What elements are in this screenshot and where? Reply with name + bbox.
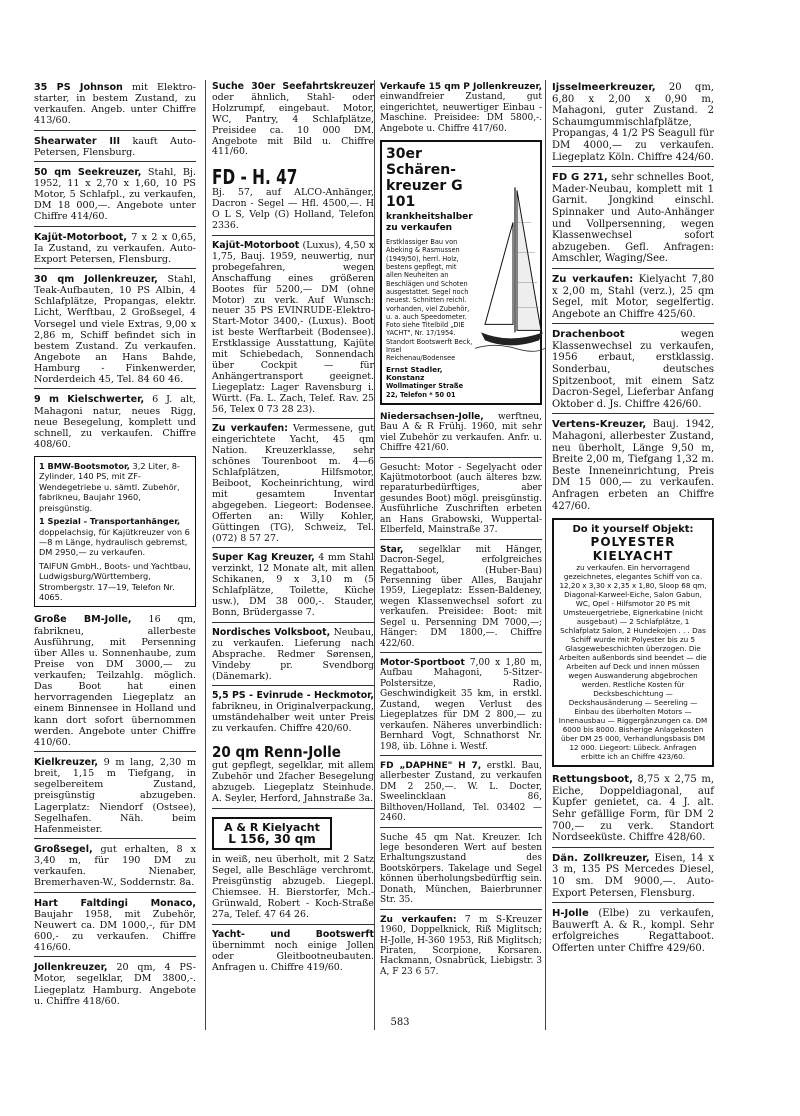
ad-text: 20 qm, 4 PS-Motor, segelklar, DM 3800,-. Liegeplatz Hamburg. Angebote u. Chiffre 418/60.: [34, 962, 196, 1007]
ad-subtitle: L 156, 30 qm: [228, 831, 316, 846]
classified-ad: [212, 80, 374, 161]
ad-text: 7 m S-Kreuzer 1960, Doppelknick, Riß Miglitsch; H-Jolle, H-360 1953, Riß Miglitsch; Piraten, Scorpione, Korsaren. Hackmann, Osnabrück, Liebigstr. 3 A, F 23 6 57.: [380, 914, 542, 977]
classified-ad: [552, 170, 714, 269]
ad-title: 20 qm Renn-Jolle: [212, 743, 341, 762]
ad-title: 30er Schären-kreuzer G 101: [386, 146, 463, 211]
ad-text: (Luxus), 4,50 x 1,75, Bauj. 1959, neuwertig, nur probegefahren, wegen Anschaffung eines größeren Bootes für 5200,— DM (ohne Motor) zu verk. Auf Wunsch: neuer 35 PS EVINRUDE-Elektro-Start-Motor 3400,- (Luxus). Boot ist beste Werftarbeit (Bodensee). Erstklassige Ausstattung, Kajüte mit Schiebedach, Sonnendach über Cockpit — für Anhängertransport geeignet. Liegeplatz: Lager Ravensburg i. Württ. (Fa. L. Zach, Telef. Rav. 25 56, Telex 0 73 28 23).: [212, 239, 374, 415]
fd47-ad: [212, 164, 374, 236]
ad-address: Wollmatinger Straße 22, Telefon * 50 01: [386, 382, 464, 399]
renn-jolle-ad: [212, 741, 374, 809]
classified-ad: [212, 551, 374, 622]
ad-heading: Große BM-Jolle,: [34, 614, 132, 626]
ad-text: gut erhalten, 8 x 3,40 m, für 190 DM zu verkaufen. Nienaber, Bremerhaven-W., Soddernstr. 8a.: [34, 844, 196, 889]
ad-heading: FD „DAPHNE" H 7,: [380, 760, 482, 771]
ad-text: 8,75 x 2,75 m, Eiche, Doppeldiagonal, auf Kupfer genietet, ca. 4 J. alt. Sehr gefällige Form, für DM 2 700,— zu verk. Standort Nordseeküste. Chiffre 428/60.: [552, 774, 714, 844]
column-divider: [374, 80, 375, 1030]
ad-heading: Yacht- und Bootswerft: [212, 928, 374, 940]
classified-ad: [552, 851, 714, 903]
ad-text: erstkl. Bau, allerbester Zustand, zu verkaufen DM 2 250,—. W. L. Docter, Sweelincklaan 86, Bilthoven/Holland, Tel. 03402 — 2460.: [380, 760, 542, 824]
classified-ad: [34, 392, 196, 453]
ad-text: kauft Auto-Petersen, Flensburg.: [34, 135, 196, 158]
ad-text: zu verkaufen. Ein hervorragend gezeichnetes, elegantes Schiff von ca. 12,20 x 3,30 x 2,35 x 1,80, Sloop 68 qm, Diagonal-Karweel-Eiche, Salon Gabun, WC, Opel - Hilfsmotor 20 PS mit Umsteuergetriebe, Eignerkabine (nicht ausgebaut) — 2 Schlafplätze, 1 Schlafplatz Salon, 2 Hundekojen . . . Das Schiff wurde mit Polyester bis zu 5 Glasgewebeschichten überzogen. Die Arbeiten außenbords sind beendet — die Arbeiten auf Deck und innen müssen wegen Auswanderung abgebrochen werden. Restliche Kosten für Decksbeschichtung — Deckshausänderung — Seereling — Einbau des überholten Motors — Innenausbau — Riggergänzungen ca. DM 6000 bis 8000. Bisherige Anlagekosten über DM 25 000, Verhandlungsbasis DM 12 000. Liegeort: Lübeck. Anfragen erbitte ich an Chiffre 423/60.: [558, 563, 708, 762]
ad-heading: Zu verkaufen:: [212, 423, 288, 435]
classified-ad: [212, 239, 374, 420]
classified-ad: [34, 80, 196, 131]
ad-heading: Kajüt-Motorboot: [212, 239, 300, 251]
classified-ad: [552, 327, 714, 414]
page-number: 583: [390, 1017, 410, 1028]
column-3: [380, 80, 542, 983]
ad-heading: Dän. Zollkreuzer,: [552, 852, 650, 864]
ad-contact: Ernst Stadler, Konstanz: [386, 364, 443, 382]
column-2: [212, 80, 374, 980]
classified-ad: [380, 759, 542, 828]
ad-text: Erstklassiger Bau von Abeking & Rasmussen (1949/50), herrl. Holz, bestens gepflegt, mit allen Neuheiten an Beschlägen und Schoten ausgestattet. Segel noch neuest. Schnitten reichl. vorhanden, viel Zubehör, u. a. auch Speedometer. Foto siehe Titelbild „DIE YACHT", Nr. 17/1954. Standort Bootswerft Beck, Insel Reichenau/Bodensee: [386, 238, 473, 363]
ad-text: Bauj. 1942, Mahagoni, allerbester Zustand, neu überholt, Länge 9,50 m, Breite 2,00 m, Tiefgang 1,32 m. Beste Inneneinrichtung, Preis DM 15 000,— zu verkaufen. Anfragen erbeten an Chiffre 427/60.: [552, 419, 714, 512]
ad-heading: Ijsselmeerkreuzer,: [552, 82, 656, 93]
ad-text: (Elbe) zu verkaufen, Bauwerft A. & R., kompl. Sehr erfolgreiches Regattaboot. Offerten unter Chiffre 429/60.: [552, 908, 714, 954]
classified-ad: [552, 80, 714, 167]
ad-text: in weiß, neu überholt, mit 2 Satz Segel, alle Beschläge verchromt. Preisgünstig abzugeb. Liegepl. Chiemsee. H. Bierstorfer, Mch.-Grünwald, Robert - Koch-Straße 27a, Telef. 47 64 26.: [212, 854, 374, 920]
ad-text: Eisen, 14 x 3 m, 135 PS Mercedes Diesel, 10 sm. DM 9000,—. Auto-Export Petersen, Flensburg.: [552, 852, 714, 899]
classified-ad: [212, 928, 374, 977]
ad-text: 7 x 2 x 0,65, Ia Zustand, zu verkaufen. Auto-Export Petersen, Flensburg.: [34, 231, 196, 265]
ad-text: Baujahr 1958, mit Zubehör, Neuwert ca. DM 1000,-, für DM 600,- zu verkaufen. Chiffre 416/60.: [34, 908, 196, 954]
ad-heading: Kajüt-Motorboot,: [34, 231, 127, 243]
classified-ad: [380, 461, 542, 540]
ad-title: Do it yourself Objekt:: [572, 524, 694, 536]
classified-ad: [380, 656, 542, 756]
classified-ad: [34, 612, 196, 752]
ad-heading: Niedersachsen-Jolle,: [380, 411, 484, 422]
classified-ad: [552, 906, 714, 957]
classified-ad: [34, 134, 196, 162]
ad-heading: Rettungsboot,: [552, 774, 633, 786]
ad-text: 20 qm, 6,80 x 2,00 x 0,90 m, Mahagoni, guter Zustand. 2 Schaumgummischlafplätze, Propangas, 4 1/2 PS Seagull für DM 4000,— zu verkaufen. Liegeplatz Köln. Chiffre 424/60.: [552, 82, 714, 163]
ad-heading: Kielkreuzer,: [34, 757, 99, 769]
classified-ad: [212, 626, 374, 687]
ad-title: A & R Kielyacht: [224, 820, 320, 834]
ad-text: 6 J. alt, Mahagoni natur, neues Rigg, neue Besegelung, komplett und schnell, zu verkaufen. Chiffre 408/60.: [34, 394, 196, 450]
kielyacht-box: [212, 817, 332, 851]
ad-heading: Zu verkaufen:: [380, 914, 457, 925]
ad-text: 4 mm Stahl verzinkt, 12 Monate alt, mit allen Schikanen, 9 x 3,10 m (5 Schlafplätze, Toilette, Küche usw.), DM 38 000,-. Stauder, Bonn, Brüdergasse 7.: [212, 552, 375, 618]
ad-text: Kielyacht 7,80 x 2,00 m, Stahl (verz.), 25 qm Segel, mit Motor, segelfertig. Angebote an Chiffre 425/60.: [552, 273, 714, 320]
polyester-kielyacht-box: [552, 518, 714, 767]
classified-ad: [34, 165, 196, 227]
ad-text: 3,2 Liter, 8-Zylinder, 140 PS, mit ZF-Wendegetriebe u. sämtl. Zubehör, fabrikneu, Baujahr 1960, preisgünstig.: [39, 461, 180, 513]
ad-heading: Nordisches Volksboot,: [212, 626, 331, 638]
ad-text: Bj. 57, auf ALCO-Anhänger, Dacron - Segel — Hfl. 4500,—. H O L S, Velp (G) Holland, Telefon 2336.: [212, 187, 374, 232]
ad-title: FD - H. 47: [212, 165, 298, 190]
ad-heading: 9 m Kielschwerter,: [34, 394, 145, 406]
kielyacht-ad: [212, 812, 374, 925]
ad-text: wegen Klassenwechsel zu verkaufen, 1956 erbaut, erstklassig. Sonderbau, deutsches Spitzenboot, mit einem Satz Dacron-Segel, Lieferbar Anfang Oktober d. Js. Chiffre 426/60.: [552, 329, 714, 410]
schaerenkreuzer-box: [380, 140, 542, 405]
ad-heading: 1 BMW-Bootsmotor,: [39, 461, 130, 472]
ad-text: oder ähnlich, Stahl- oder Holzrumpf, eingebaut. Motor, WC, Pantry, 4 Schlafplätze, Preisidee ca. 10 000 DM. Angebote mit Bild u. Chiffre 411/60.: [212, 91, 374, 158]
ad-heading: Suche 30er Seefahrtskreuzer: [212, 81, 374, 92]
ad-heading: 30 qm Jollenkreuzer,: [34, 273, 158, 285]
classified-ad: [34, 230, 196, 269]
ad-heading: Super Kag Kreuzer,: [212, 552, 315, 564]
ad-text: einwandfreier Zustand, gut eingerichtet, neuwertiger Einbau - Maschine. Preisidee: DM 5800,-. Angebote u. Chiffre 417/60.: [380, 92, 542, 134]
ad-heading: 5,5 PS - Evinrude - Heckmotor,: [212, 690, 374, 702]
ad-text: fabrikneu, in Originalverpackung, umständehalber weit unter Preis zu verkaufen. Chiffre 420/60.: [212, 701, 374, 735]
ad-heading: Drachenboot: [552, 329, 625, 341]
classified-ad: [380, 543, 542, 653]
ad-heading: 50 qm Seekreuzer,: [34, 166, 142, 178]
ad-heading: Großsegel,: [34, 844, 93, 856]
ad-text: sehr schnelles Boot, Mader-Neubau, komplett mit 1 Garnit. Jongkind einschl. Spinnaker und Auto-Anhänger und Vollpersenning, wegen Klassenwechsel sofort abzugeben. Gefl. Anfragen: Amschler, Waging/See.: [552, 172, 714, 265]
classified-ad: [34, 960, 196, 1010]
column-divider: [545, 80, 546, 1030]
ad-heading: Jollenkreuzer,: [34, 962, 108, 974]
ad-heading: Verkaufe 15 qm P Jollenkreuzer,: [380, 82, 542, 92]
classified-ad: [34, 272, 196, 389]
ad-text: TAIFUN GmbH., Boots- und Yachtbau, Ludwigsburg/Württemberg, Strombergstr. 17—19, Telefon Nr. 4065.: [39, 560, 191, 602]
ad-text: Stahl, Bj. 1952, 11 x 2,70 x 1,60, 10 PS Motor, 5 Schlafpl., zu verkaufen, DM 18 000,—. Angebote unter Chiffre 414/60.: [34, 166, 197, 223]
taifun-ad-box: [34, 456, 196, 607]
classified-ad: [212, 689, 374, 738]
classified-ad: [380, 913, 542, 981]
ad-heading: Motor-Sportboot: [380, 658, 465, 669]
column-divider: [205, 80, 206, 1030]
classified-ad: [34, 842, 196, 893]
classified-ad: [212, 422, 374, 548]
ad-heading: 1 Spezial - Transportanhänger,: [39, 516, 181, 527]
ad-text: Vermessene, gut eingerichtete Yacht, 45 qm Nation. Kreuzerklasse, sehr schönes Tourenboot m. 4—6 Schlafplätzen, Hilfsmotor, Beiboot, Kocheinrichtung, wird mit gesamtem Inventar abgegeben. Liegeort: Bodensee. Offerten an: Willy Kohler, Güttingen (TG), Schweiz, Tel. (072) 8 57 27.: [212, 423, 374, 544]
ad-subtitle: POLYESTER KIELYACHT: [590, 535, 676, 564]
ad-text: Stahl, Teak-Aufbauten, 10 PS Albin, 4 Schlafplätze, Propangas, elektr. Licht, Werftbau, 2 Großsegel, 4 Vorsegel und viele Extras, 9,00 x 2,86 m, Schiff befindet sich in bestem Zustand. Zu verkaufen. Angebote an Hans Bahde, Hamburg - Finkenwerder, Norderdeich 45, Tel. 84 60 46.: [34, 273, 196, 386]
ad-text: 7,00 x 1,80 m, Aufbau Mahagoni, 5-Sitzer-Polstersitze, Radio, Geschwindigkeit 35 km, in erstkl. Zustand, wegen Verlust des Liegeplatzes für DM 2 800,— zu verkaufen. Näheres unverbindlich: Bernhard Vogt, Schnathorst Nr. 198, üb. Löhne i. Westf.: [380, 658, 542, 752]
ad-subtitle: krankheitshalber zu verkaufen: [386, 212, 473, 234]
classified-ad: [380, 410, 542, 458]
ad-text: mit Elektro-starter, in bestem Zustand, zu verkaufen. Angeb. unter Chiffre 413/60.: [34, 82, 196, 127]
classified-ad: [380, 831, 542, 910]
classified-ad: [552, 272, 714, 324]
ad-text: übernimmt noch einige Jollen oder Gleitbootneubauten. Anfragen u. Chiffre 419/60.: [212, 939, 374, 973]
classified-ad: [552, 772, 714, 848]
classified-ad: [34, 755, 196, 839]
column-4: [552, 80, 714, 961]
ad-text: 9 m lang, 2,30 m breit, 1,15 m Tiefgang, in segelbereitem Zustand, preisgünstig abzugeben. Lagerplatz: Niendorf (Ostsee), Segelhafen. Näh. beim Hafenmeister.: [34, 757, 196, 835]
ad-heading: Star,: [380, 544, 404, 555]
sailboat-illustration: [475, 146, 545, 399]
ad-heading: H-Jolle: [552, 908, 589, 920]
ad-text: segelklar mit Hänger, Dacron-Segel, erfolgreiches Regattaboot, (Huber-Bau) Persenning über Alles, Baujahr 1959, Liegeplatz: Essen-Baldeney, wegen Klassenwechsel sofort zu verkaufen. Preisidee: Boot: mit Segel u. Persenning DM 7000,—; Hänger: DM 1800,—. Chiffre 422/60.: [380, 544, 542, 649]
ad-text: doppelachsig, für Kajütkreuzer von 6—8 m Länge, hydraulisch gebremst, DM 2950,— zu verkaufen.: [39, 526, 190, 558]
classified-ad: [380, 80, 542, 137]
ad-text: 16 qm, fabrikneu, allerbeste Ausführung, mit Persenning über Alles u. Sonnenhaube, zum Preise von DM 3000,— zu verkaufen; Teilzahlg. möglich. Das Boot hat einen hervorragenden Liegeplatz an einem Binnensee in Holland und kann dort sofort übernommen werden. Angebote unter Chiffre 410/60.: [34, 614, 196, 748]
ad-heading: 35 PS Johnson: [34, 82, 123, 93]
ad-text: Neubau, zu verkaufen. Lieferung nach Absprache. Redmer Sørensen, Vindeby pr. Svendborg (Dänemark).: [212, 626, 374, 682]
ad-text: werftneu, Bau A & R Frühj. 1960, mit sehr viel Zubehör zu verkaufen. Anfr. u. Chiffre 421/60.: [380, 411, 542, 454]
ad-heading: Vertens-Kreuzer,: [552, 419, 647, 431]
ad-heading: Hart Faltdingi Monaco,: [34, 897, 196, 909]
ad-text: Suche 45 qm Nat. Kreuzer. Ich lege besonderen Wert auf besten Erhaltungszustand des Bootskörpers. Takelage und Segel können überholungsbedürftig sein. Donath, München, Baierbrunner Str. 35.: [380, 832, 542, 906]
ad-heading: Zu verkaufen:: [552, 273, 634, 285]
ad-text: Gesucht: Motor - Segelyacht oder Kajütmotorboot (auch älteres bzw. reparaturbedürftiges, aber gesundes Boot) mögl. preisgünstig. Ausführliche Zuschriften erbeten an Hans Grabowski, Wuppertal-Elberfeld, Mainstraße 37.: [380, 462, 542, 536]
ad-text: gut gepflegt, segelklar, mit allem Zubehör und 2facher Besegelung abzugeb. Liegeplatz Steinhude. A. Seyler, Herford, Jahnstraße 3a.: [212, 760, 374, 804]
column-1: [34, 80, 196, 1013]
classified-ad: [552, 417, 714, 515]
classified-ad: [34, 896, 196, 958]
ad-heading: Shearwater III: [34, 135, 121, 147]
ad-heading: FD G 271,: [552, 172, 608, 184]
